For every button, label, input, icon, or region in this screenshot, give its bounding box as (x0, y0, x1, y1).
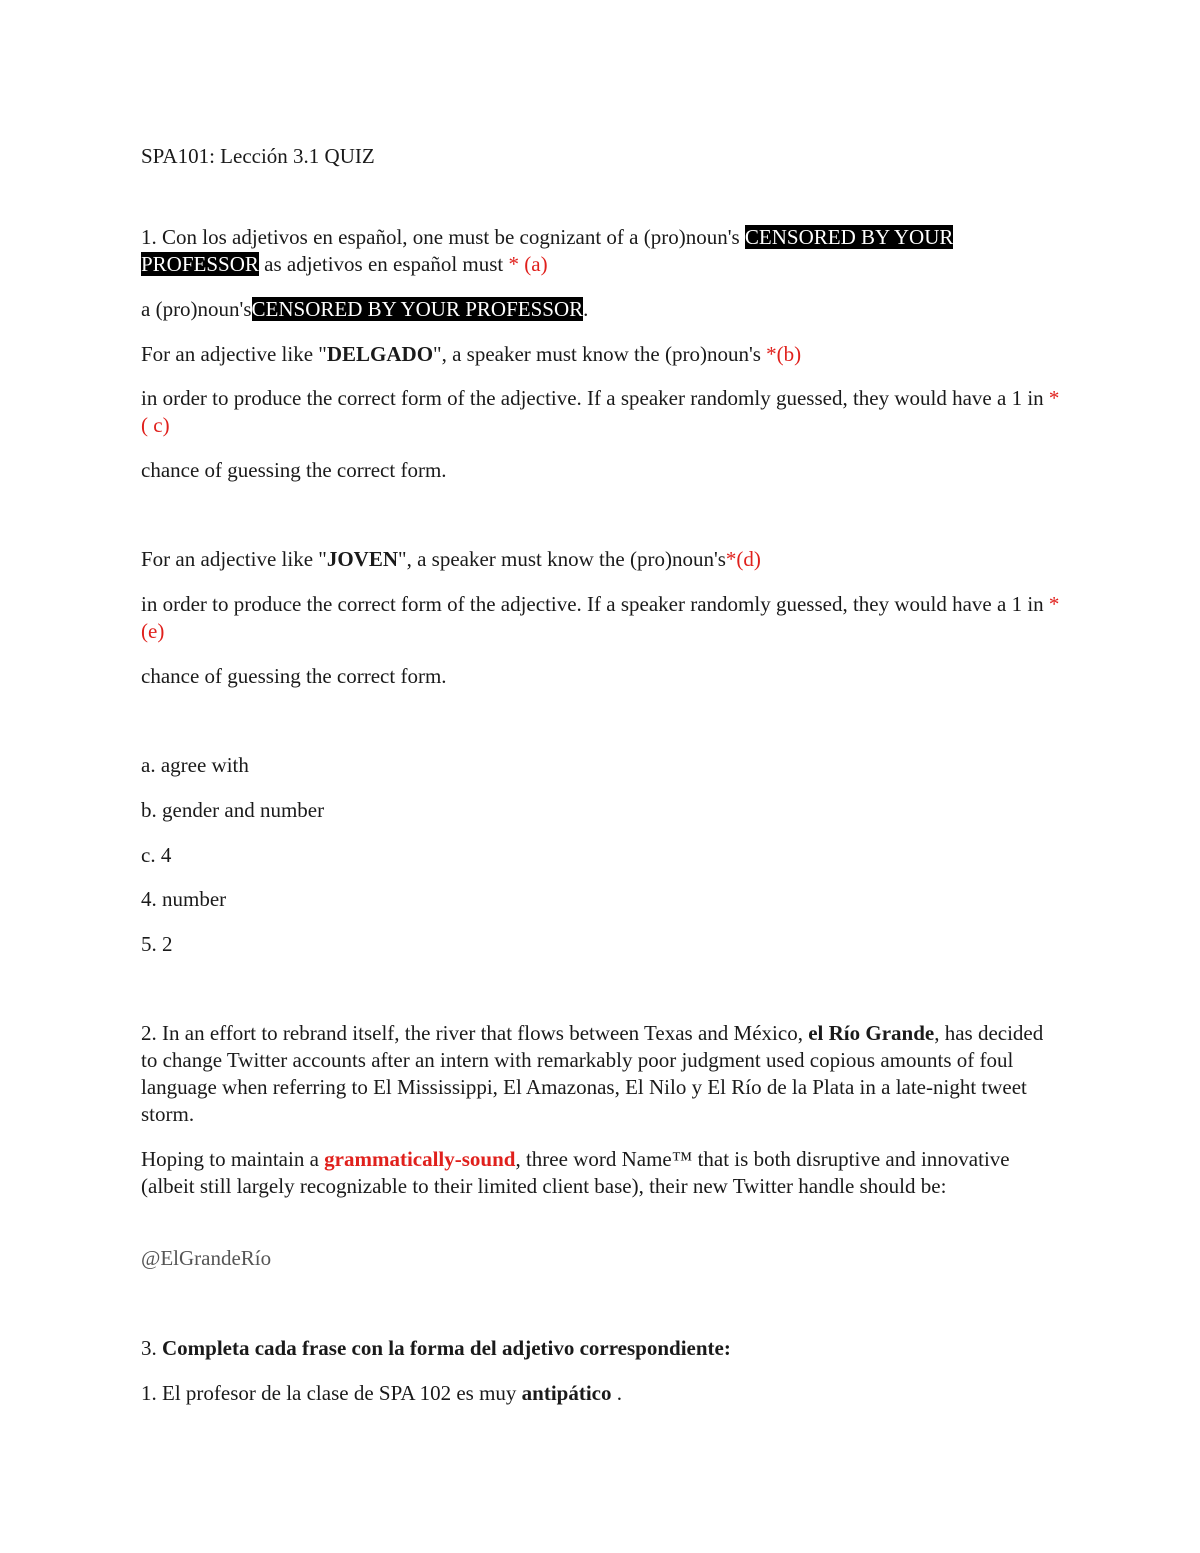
q2-answer-handle: @ElGrandeRío (141, 1246, 272, 1270)
q1-order-2 (141, 591, 1061, 645)
q3-number: 3. (141, 1336, 157, 1360)
delgado-suffix: ", a speaker must know the (pro)noun's (433, 342, 761, 366)
q3-heading (141, 1335, 1061, 1362)
joven-word: JOVEN (326, 547, 399, 571)
order-text-1: in order to produce the correct form of the adjective. If a speaker randomly guessed, they would have a 1 in (141, 386, 1044, 410)
q1-line2-text: a (pro)noun's (141, 297, 252, 321)
q2-text-4: , three word Name™ that is both disruptive and innovative (albeit still largely recognizable to their limited client base), their new Twitter handle should be: (141, 1147, 1010, 1198)
q2-paragraph-2 (141, 1146, 1061, 1200)
q1-line2 (141, 296, 1061, 323)
q1-chance-1: chance of guessing the correct form. (141, 458, 447, 482)
q1-intro (141, 224, 1061, 278)
q1-joven (141, 546, 1061, 573)
q1-order-1 (141, 385, 1061, 439)
answer-item: 5. 2 (141, 932, 173, 956)
censored-block: CENSORED BY YOUR PROFESSOR (141, 225, 954, 276)
answer-item: c. 4 (141, 843, 172, 867)
q2-text-2: , has decided to change Twitter accounts after an intern with remarkably poor judgment used copious amounts of foul language when referring to El Mississippi, El Amazonas, El Nilo y El Río de la Plata in a late-night tweet storm. (141, 1021, 1044, 1126)
q3-instructions: Completa cada frase con la forma del adjetivo correspondiente: (162, 1336, 731, 1360)
q1-intro-text-2: as adjetivos en español must (264, 252, 504, 276)
q1-number: 1. (141, 225, 157, 249)
blank-b-marker: *(b) (766, 342, 802, 366)
q1-line2-period: . (583, 297, 589, 321)
q1-delgado (141, 341, 1061, 368)
q3-item-answer: antipático (521, 1381, 612, 1405)
q2-text-3: Hoping to maintain a (141, 1147, 319, 1171)
q2-river-name: el Río Grande (808, 1021, 935, 1045)
blank-d-marker: *(d) (725, 547, 761, 571)
joven-prefix: For an adjective like " (141, 547, 327, 571)
q2-paragraph-1 (141, 1020, 1061, 1128)
q1-chance-2: chance of guessing the correct form. (141, 664, 447, 688)
q2-emphasis: grammatically-sound (324, 1147, 516, 1171)
blank-c-marker: *( c) (141, 386, 1060, 437)
delgado-word: DELGADO (326, 342, 434, 366)
q3-item-1 (141, 1380, 1061, 1407)
q3-item-period: . (616, 1381, 623, 1405)
joven-suffix: ", a speaker must know the (pro)noun's (398, 547, 726, 571)
quiz-title: SPA101: Lección 3.1 QUIZ (141, 144, 375, 168)
answer-item: b. gender and number (141, 798, 325, 822)
q1-intro-text: Con los adjetivos en español, one must be cognizant of a (pro)noun's (162, 225, 740, 249)
blank-a-marker: * (a) (508, 252, 548, 276)
delgado-prefix: For an adjective like " (141, 342, 327, 366)
answer-item: a. agree with (141, 753, 249, 777)
answer-item: 4. number (141, 887, 227, 911)
q2-text-1: 2. In an effort to rebrand itself, the river that flows between Texas and México, (141, 1021, 803, 1045)
blank-e-marker: *(e) (141, 592, 1060, 643)
order-text-2: in order to produce the correct form of the adjective. If a speaker randomly guessed, they would have a 1 in (141, 592, 1044, 616)
censored-block: CENSORED BY YOUR PROFESSOR (251, 297, 584, 321)
q3-item-text: 1. El profesor de la clase de SPA 102 es muy (141, 1381, 517, 1405)
